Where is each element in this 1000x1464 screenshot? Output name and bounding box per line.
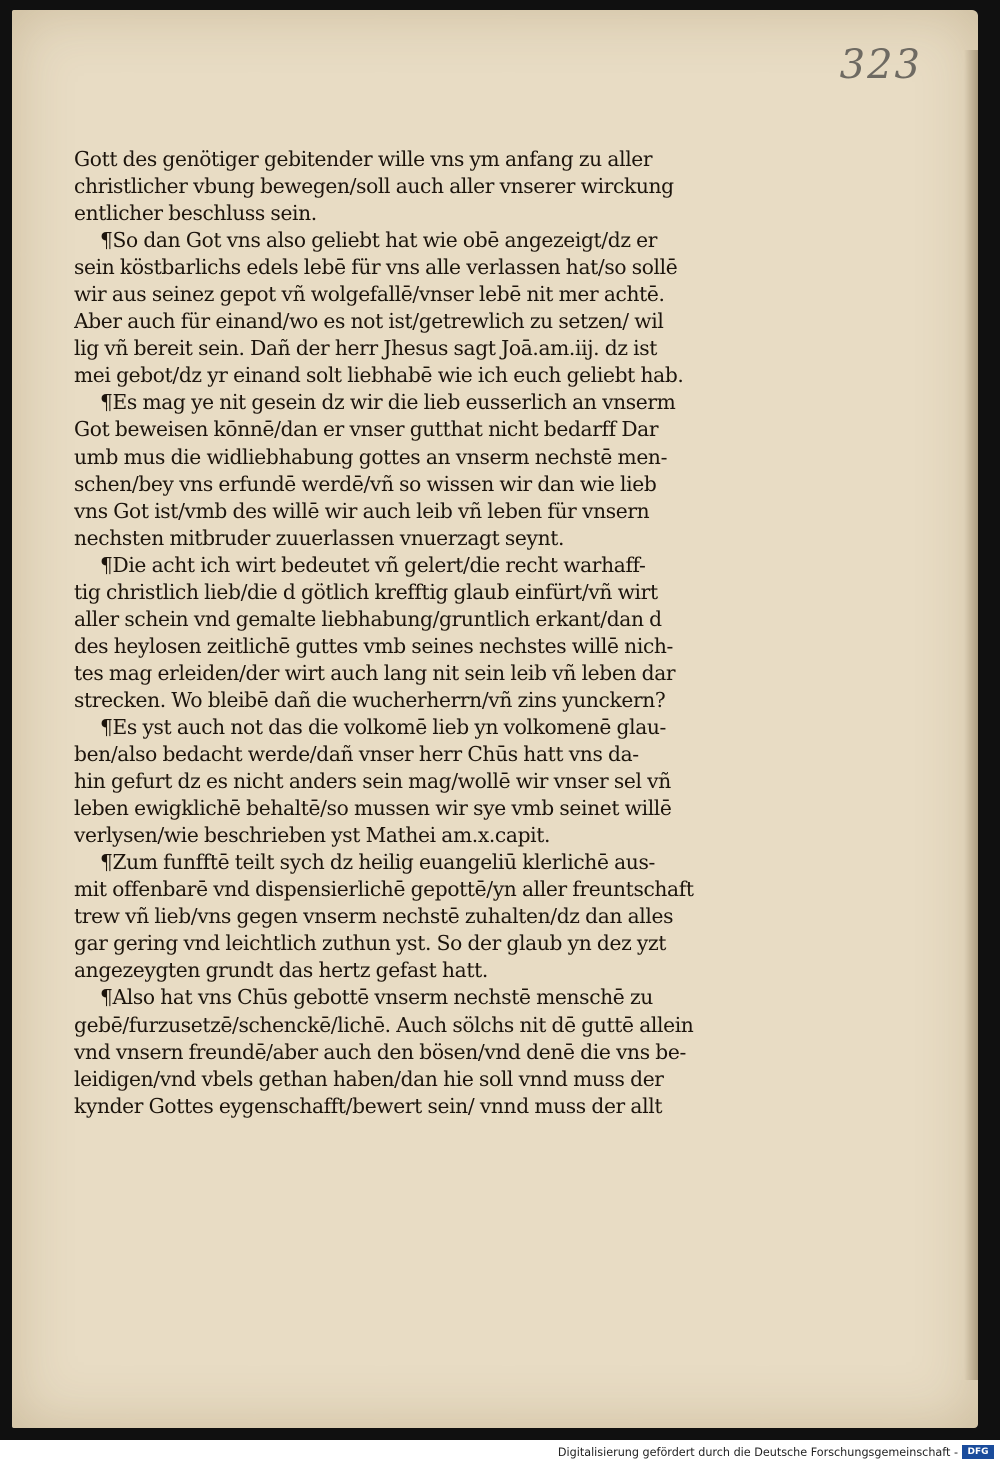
dfg-logo: DFG xyxy=(962,1445,994,1459)
text-line: christlicher vbung bewegen/soll auch aller vnserer wirckung xyxy=(74,174,674,199)
text-line: leidigen/vnd vbels gethan haben/dan hie soll vnnd muss der xyxy=(74,1066,664,1091)
folio-number: 323 xyxy=(839,42,922,88)
text-line: sein köstbarlichs edels lebē für vns alle verlassen hat/so sollē xyxy=(74,255,678,280)
text-line: Gott des genötiger gebitender wille vns ym anfang zu aller xyxy=(74,147,653,171)
text-line: verlysen/wie beschrieben yst Mathei am.x.capit. xyxy=(74,823,551,848)
text-line: kynder Gottes eygenschafft/bewert sein/ vnnd muss der allt xyxy=(74,1093,663,1118)
text-line: schen/bey vns erfundē werdē/vñ so wissen wir dan wie lieb xyxy=(74,471,657,496)
text-line: nechsten mitbruder zuuerlassen vnuerzagt seynt. xyxy=(74,525,565,550)
text-line: strecken. Wo bleibē dañ die wucherherrn/vñ zins yunckern? xyxy=(74,687,666,712)
text-line: mei gebot/dz yr einand solt liebhabē wie ich euch geliebt hab. xyxy=(74,363,684,388)
text-line: tes mag erleiden/der wirt auch lang nit sein leib vñ leben dar xyxy=(74,660,676,685)
text-line: hin gefurt dz es nicht anders sein mag/wollē wir vnser sel vñ xyxy=(74,769,671,794)
text-line: ben/also bedacht werde/dañ vnser herr Chūs hatt vns da- xyxy=(74,742,639,767)
text-line: angezeygten grundt das hertz gefast hatt. xyxy=(74,958,488,983)
funding-note: Digitalisierung gefördert durch die Deutsche Forschungsgemeinschaft - xyxy=(557,1446,958,1459)
text-line: Aber auch für einand/wo es not ist/getrewlich zu setzen/ wil xyxy=(74,309,664,334)
text-line: tig christlich lieb/die d götlich krefftig glaub einfürt/vñ wirt xyxy=(74,579,658,604)
text-line: vns Got ist/vmb des willē wir auch leib vñ leben für vnsern xyxy=(74,498,650,523)
text-line: wir aus seinez gepot vñ wolgefallē/vnser lebē nit mer achtē. xyxy=(74,282,665,307)
text-line: vnd vnsern freundē/aber auch den bösen/vnd denē die vns be- xyxy=(74,1039,686,1064)
text-line: ¶Also hat vns Chūs gebottē vnserm nechstē menschē zu xyxy=(100,985,653,1010)
text-line: leben ewigklichē behaltē/so mussen wir sye vmb seinet willē xyxy=(74,796,672,821)
text-line: ¶Es yst auch not das die volkomē lieb yn volkomenē glau- xyxy=(100,714,667,739)
text-line: ¶So dan Got vns also geliebt hat wie obē angezeigt/dz er xyxy=(100,228,658,253)
text-line: Got beweisen kōnnē/dan er vnser gutthat nicht bedarff Dar xyxy=(74,417,659,442)
text-line: entlicher beschluss sein. xyxy=(74,201,317,226)
text-line: ¶Zum funfftē teilt sych dz heilig euangeliū klerlichē aus- xyxy=(100,850,655,875)
book-page xyxy=(12,10,978,1428)
text-line: gar gering vnd leichtlich zuthun yst. So der glaub yn dez yzt xyxy=(74,931,667,956)
text-line: ¶Es mag ye nit gesein dz wir die lieb eusserlich an vnserm xyxy=(100,390,676,415)
text-line: gebē/furzusetzē/schenckē/lichē. Auch sölchs nit dē guttē allein xyxy=(74,1012,694,1037)
text-line: umb mus die widliebhabung gottes an vnserm nechstē men- xyxy=(74,444,668,469)
text-line: aller schein vnd gemalte liebhabung/gruntlich erkant/dan d xyxy=(74,606,662,631)
text-line: lig vñ bereit sein. Dañ der herr Jhesus sagt Joā.am.iij. dz ist xyxy=(74,336,658,361)
text-line: trew vñ lieb/vns gegen vnserm nechstē zuhalten/dz dan alles xyxy=(74,904,674,929)
text-block xyxy=(74,146,764,1120)
text-line: ¶Die acht ich wirt bedeutet vñ gelert/die recht warhaff- xyxy=(100,552,646,577)
footer-bar xyxy=(0,1440,1000,1464)
text-line: des heylosen zeitlichē guttes vmb seines nechstes willē nich- xyxy=(74,633,674,658)
text-line: mit offenbarē vnd dispensierlichē gepottē/yn aller freuntschaft xyxy=(74,877,694,902)
